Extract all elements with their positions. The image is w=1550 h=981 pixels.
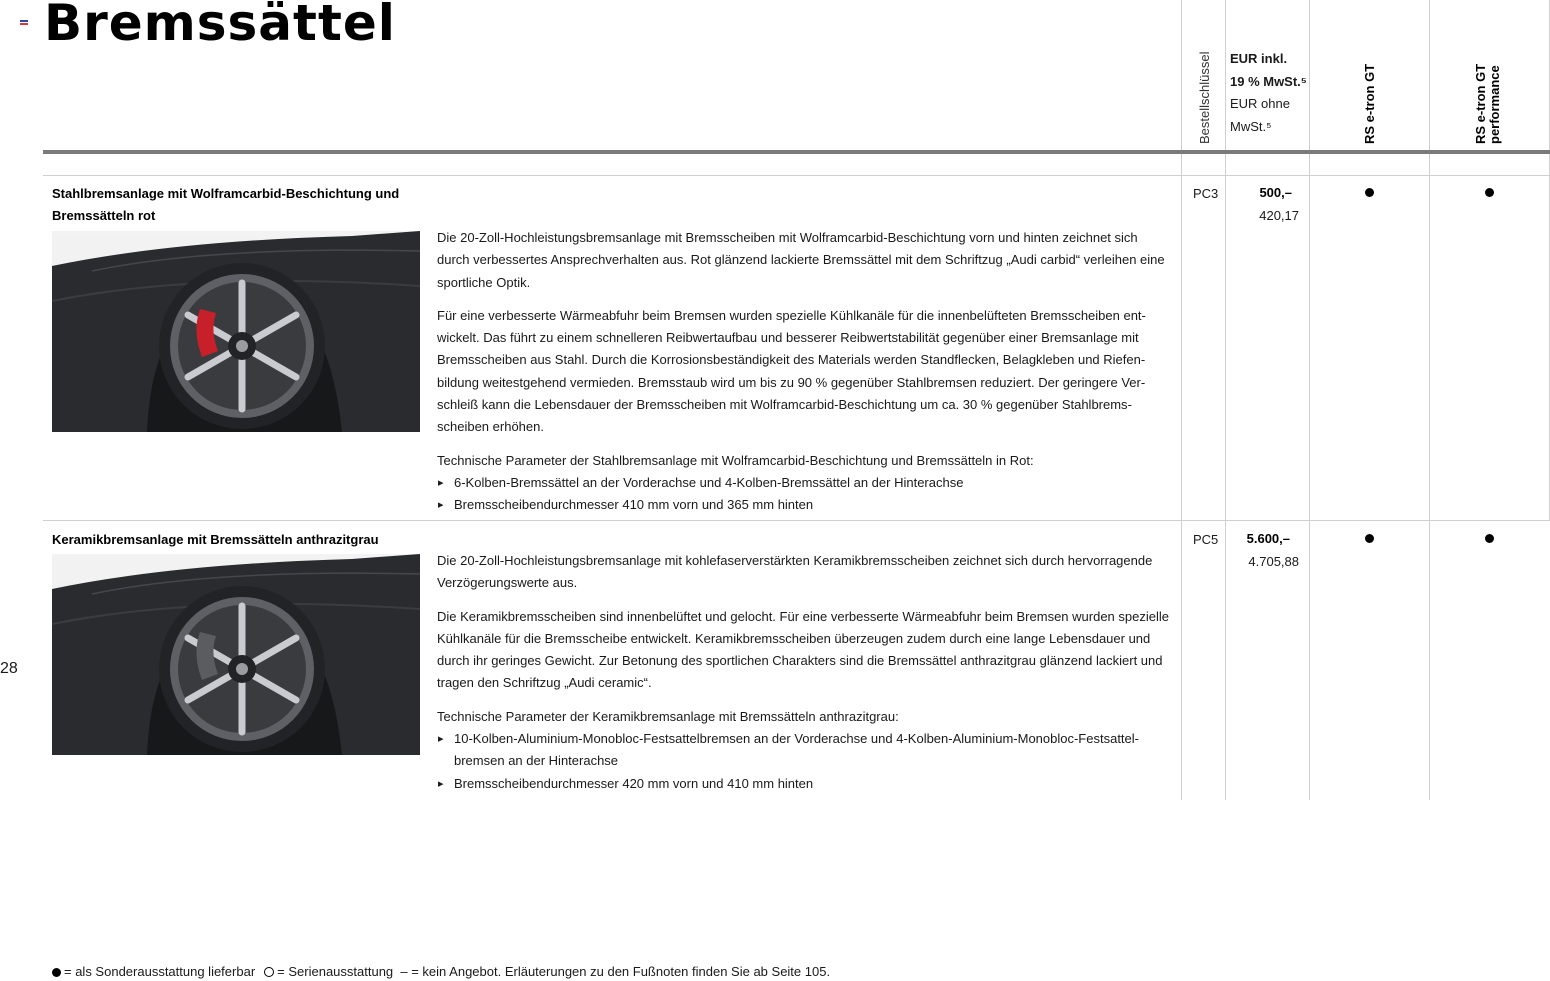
tech-list [437,472,1173,517]
header-model2-line1: RS e-tron GT [1473,63,1488,144]
item-title [52,529,422,551]
legend-dash: – = kein Angebot. Erläuterungen zu den Fußnoten finden Sie ab Seite 105. [400,964,831,979]
tech-list-item: ▸ Bremsscheibendurchmesser 420 mm vorn und 410 mm hinten [437,773,1173,795]
header-model-rs-etron-gt-performance [1474,40,1502,144]
price-net: 4.705,88 [1248,554,1299,569]
tech-list-item: ▸ Bremsscheibendurchmesser 410 mm vorn und 365 mm hinten [437,494,1173,516]
item-title [52,183,422,227]
row-divider [43,520,1550,521]
header-price-gross-line2: 19 % MwSt.⁵ [1230,73,1307,89]
price-net: 420,17 [1259,208,1299,223]
item-image [52,231,420,432]
tech-intro: Technische Parameter der Keramikbremsanlage mit Bremssätteln anthrazitgrau: [437,708,899,724]
language-flag-icon [20,20,28,27]
item-title-line2: Bremssätteln rot [52,208,156,223]
order-code: PC3 [1193,186,1219,201]
availability-dot-model2 [1485,188,1494,197]
availability-dot-model1 [1365,188,1374,197]
open-circle-icon [264,967,274,977]
description-paragraph: Die 20-Zoll-Hochleistungsbremsanlage mit kohlefaserverstärkten Keramikbremsscheiben zeichnet sich durch hervorragende Verzögerungswerte aus. [437,553,1153,591]
row-divider [43,175,1550,176]
header-model-rs-etron-gt: RS e-tron GT [1362,63,1377,144]
description-paragraph: Die 20-Zoll-Hochleistungsbremsanlage mit Bremsscheiben mit Wolframcarbid-Beschichtung vorn und hinten zeichnet sich durch verbessertes Ansprechverhalten aus. Rot glänzend lackierte Bremssättel mit dem Schriftzug „Audi carbid“ verleihen eine sportliche Optik. [437,230,1165,290]
footnote-legend [52,964,830,979]
page-title: Bremssättel [44,0,396,52]
item-description [437,227,1173,517]
price-gross: 500,– [1259,185,1292,200]
header-price-gross-line1: EUR inkl. [1230,51,1288,66]
item-image [52,554,420,755]
header-model2-line2: performance [1487,65,1502,144]
filled-dot-icon [52,968,61,977]
column-divider [1429,0,1430,800]
header-price-net-line2: MwSt.⁵ [1230,118,1272,134]
column-divider [1181,0,1182,800]
availability-dot-model1 [1365,534,1374,543]
header-order-key: Bestellschlüssel [1197,51,1212,144]
item-description [437,550,1173,795]
car-wheel-image-red-caliper [52,231,420,432]
tech-list-item: ▸ 10-Kolben-Aluminium-Monobloc-Festsattelbremsen an der Vorderachse und 4-Kolben-Aluminium-Monobloc-Festsattelbremsen an der Hinterachse [437,728,1173,773]
item-title-line1: Keramikbremsanlage mit Bremssätteln anthrazitgrau [52,532,379,547]
page-number: 28 [0,660,18,677]
description-paragraph: Für eine verbesserte Wärmeabfuhr beim Bremsen wurden spezielle Kühlkanäle für die innenbelüfteten Bremsscheiben entwickelt. Das führt zu einem schnelleren Reibwertaufbau und besserer Reibwertstabilität gegenüber einer Bremsanlage mit Bremsscheiben aus Stahl. Durch die Korrosionsbeständigkeit des Materials werden Standflecken, Belagkleben und Riefenbildung weitestgehend vermieden. Bremsstaub wird um bis zu 90 % gegenüber Stahlbremsen reduziert. Der geringere Verschleiß kann die Lebensdauer der Bremsscheiben mit Wolframcarbid-Beschichtung um ca. 30 % gegenüber Stahlbremsscheiben erhöhen. [437,307,1146,435]
tech-intro: Technische Parameter der Stahlbremsanlage mit Wolframcarbid-Beschichtung und Bremssätteln in Rot: [437,452,1034,468]
tech-list-item: ▸ 6-Kolben-Bremssättel an der Vorderachse und 4-Kolben-Bremssättel an der Hinterachse [437,472,1173,494]
column-divider [1225,0,1226,800]
price-gross: 5.600,– [1246,531,1290,546]
header-rule [43,150,1550,154]
car-wheel-image-anthracite-caliper [52,554,420,755]
availability-dot-model2 [1485,534,1494,543]
header-price-net-line1: EUR ohne [1230,96,1290,111]
header-price [1230,48,1310,138]
legend-open: = Serienausstattung [277,964,394,979]
legend-filled: = als Sonderausstattung lieferbar [64,964,256,979]
item-title-line1: Stahlbremsanlage mit Wolframcarbid-Beschichtung und [52,186,400,201]
tech-list [437,728,1173,795]
description-paragraph: Die Keramikbremsscheiben sind innenbelüftet und gelocht. Für eine verbesserte Wärmeabfuhr beim Bremsen wurden spezielle Kühlkanäle für die Bremsscheibe entwickelt. Keramikbremsscheiben überzeugen zudem durch eine lange Lebensdauer und durch ihr geringes Gewicht. Zur Betonung des sportlichen Charakters sind die Bremssättel anthrazitgrau glänzend lackiert und tragen den Schriftzug „Audi ceramic“. [437,608,1169,691]
order-code: PC5 [1193,532,1219,547]
